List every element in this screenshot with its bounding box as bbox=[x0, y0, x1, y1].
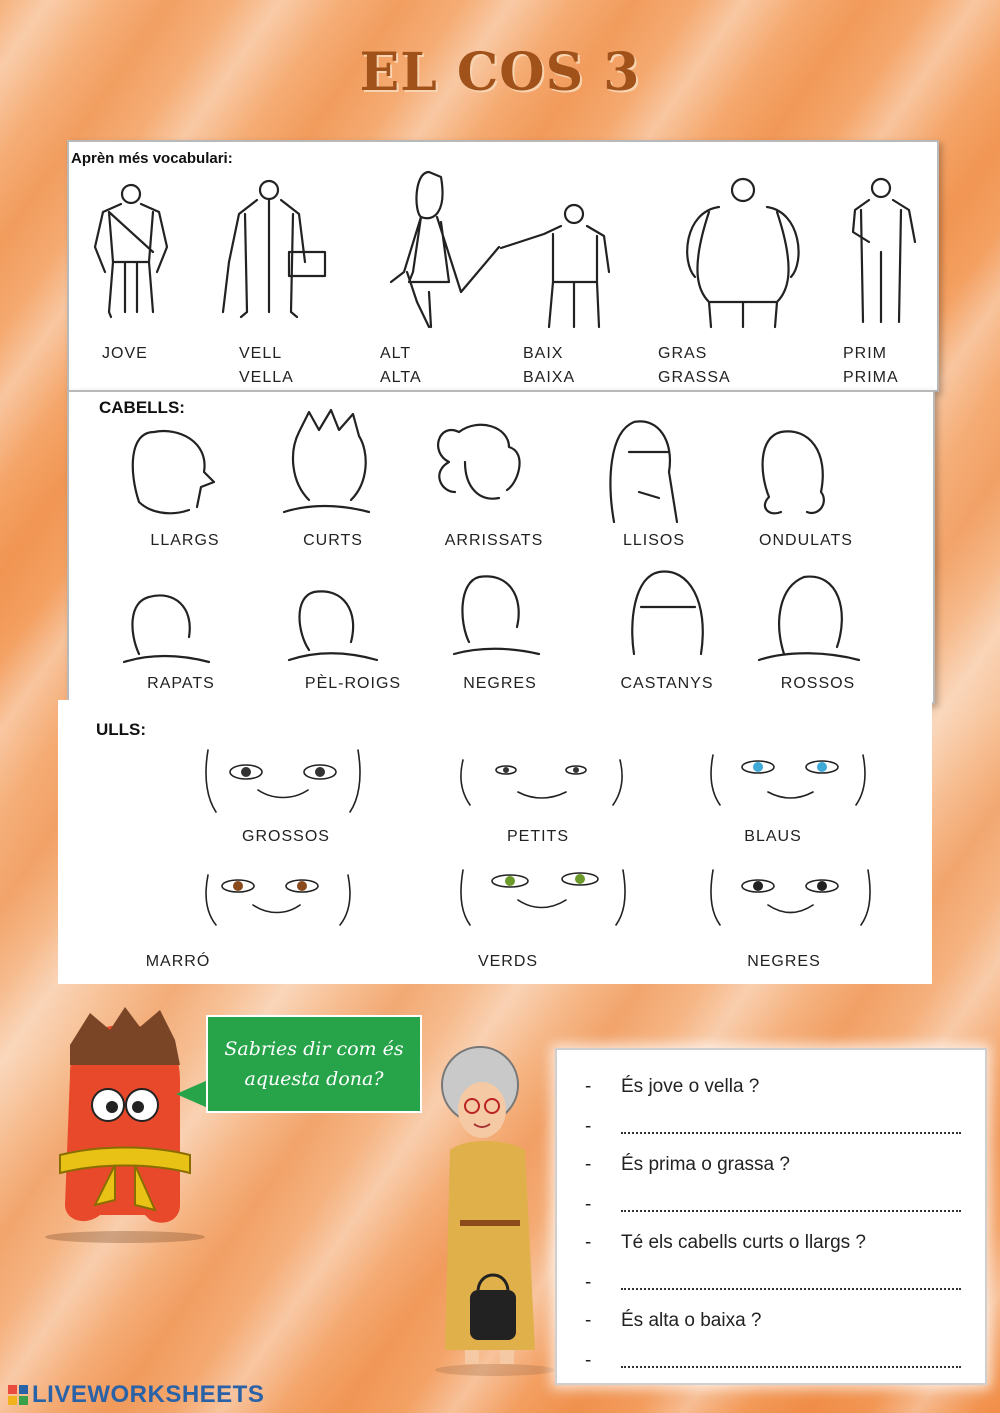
liveworksheets-logo-icon bbox=[8, 1385, 28, 1405]
hair-panel bbox=[67, 390, 935, 704]
answer-line-4[interactable] bbox=[621, 1364, 961, 1368]
question-2: - És prima o grassa ? bbox=[585, 1154, 790, 1175]
eyes-label-petits: PETITS bbox=[506, 828, 569, 845]
hair-label-castanys: CASTANYS bbox=[620, 675, 714, 692]
speech-bubble-tail bbox=[176, 1080, 208, 1108]
answer-dash-3: - bbox=[585, 1272, 592, 1293]
vocab-label-jove: JOVE bbox=[102, 345, 148, 362]
hair-label-pel-roigs: PÈL-ROIGS bbox=[304, 675, 402, 692]
answer-dash-1: - bbox=[585, 1116, 592, 1137]
eyes-label-grossos: GROSSOS bbox=[242, 828, 330, 845]
hair-label-llisos: LLISOS bbox=[622, 532, 686, 549]
speech-bubble bbox=[206, 1015, 422, 1113]
eyes-label-verds: VERDS bbox=[477, 953, 539, 970]
vocab-label-vell: VELL VELLA bbox=[239, 345, 294, 386]
old-lady-illustration bbox=[430, 1040, 560, 1375]
eyes-panel bbox=[58, 700, 932, 984]
eyes-heading: ULLS: bbox=[96, 720, 147, 739]
hair-label-arrissats: ARRISSATS bbox=[444, 532, 544, 549]
hair-label-ondulats: ONDULATS bbox=[759, 532, 853, 549]
hair-label-negres: NEGRES bbox=[463, 675, 537, 692]
question-4: - És alta o baixa ? bbox=[585, 1310, 762, 1331]
answer-dash-2: - bbox=[585, 1194, 592, 1215]
page-title: EL COS 3 bbox=[359, 42, 641, 103]
body-figures-illustration bbox=[69, 152, 937, 342]
question-1: - És jove o vella ? bbox=[585, 1076, 760, 1097]
hair-label-rossos: ROSSOS bbox=[780, 675, 856, 692]
answer-line-3[interactable] bbox=[621, 1286, 961, 1290]
answer-line-1[interactable] bbox=[621, 1130, 961, 1134]
hair-heading: CABELLS: bbox=[99, 398, 185, 417]
hair-label-llargs: LLARGS bbox=[150, 532, 220, 549]
vocabulary-heading: Aprèn més vocabulari: bbox=[71, 150, 233, 167]
vocab-label-prim: PRIM PRIMA bbox=[843, 345, 899, 386]
hair-label-rapats: RAPATS bbox=[147, 675, 215, 692]
vocabulary-panel bbox=[67, 140, 939, 392]
answer-line-2[interactable] bbox=[621, 1208, 961, 1212]
eyes-label-negres: NEGRES bbox=[747, 953, 821, 970]
question-box bbox=[555, 1048, 987, 1385]
speech-bubble-line2: aquesta dona? bbox=[244, 1068, 384, 1090]
mascot-character-illustration bbox=[30, 1005, 210, 1245]
footer-brand[interactable]: LIVEWORKSHEETS bbox=[32, 1381, 265, 1408]
eyes-label-blaus: BLAUS bbox=[744, 828, 802, 845]
vocab-label-gras: GRAS GRASSA bbox=[658, 345, 731, 386]
question-3: - Té els cabells curts o llargs ? bbox=[585, 1232, 866, 1253]
eyes-label-marro: MARRÓ bbox=[145, 953, 211, 970]
vocab-label-alt: ALT ALTA bbox=[380, 345, 422, 386]
hair-label-curts: CURTS bbox=[303, 532, 363, 549]
speech-bubble-line1: Sabries dir com és bbox=[224, 1038, 404, 1060]
vocab-label-baix: BAIX BAIXA bbox=[523, 345, 576, 386]
answer-dash-4: - bbox=[585, 1350, 592, 1371]
